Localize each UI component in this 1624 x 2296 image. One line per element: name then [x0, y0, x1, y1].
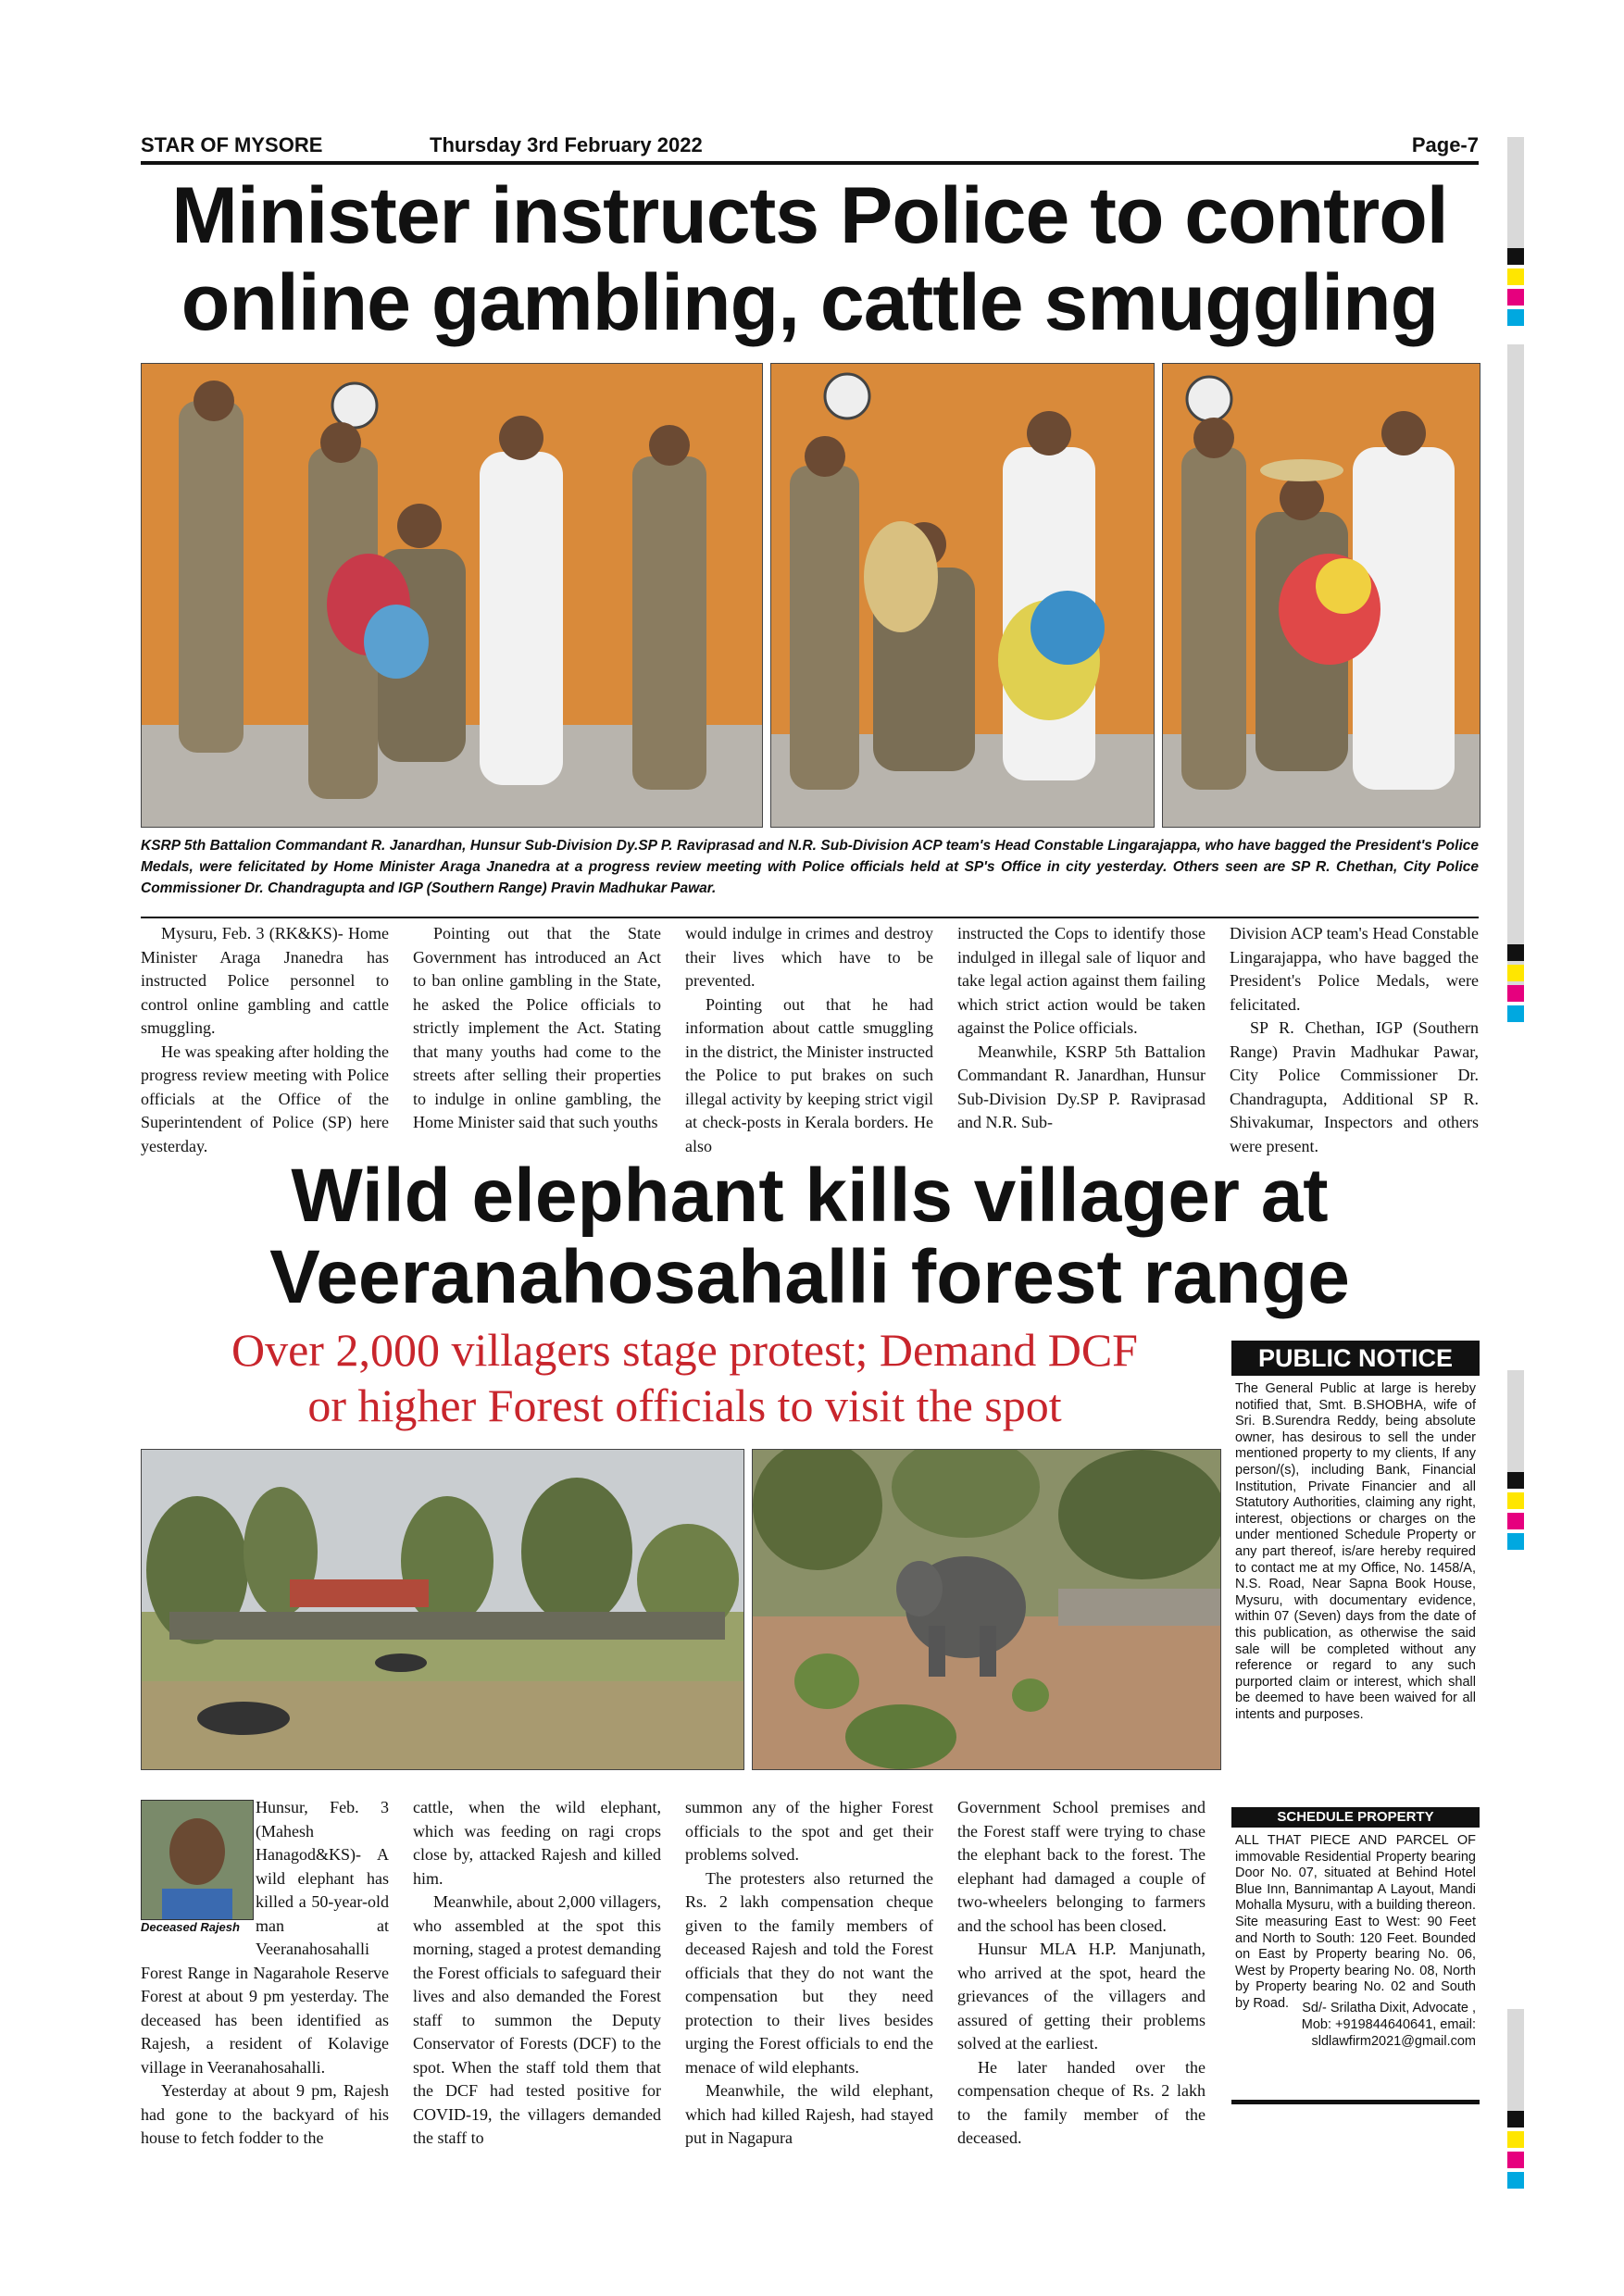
reg-yellow [1507, 2131, 1524, 2148]
reg-yellow [1507, 268, 1524, 285]
reg-black [1507, 2111, 1524, 2128]
story2-deck [141, 1322, 1229, 1433]
paragraph: instructed the Cops to identify those indulged in illegal sale of liquor and take legal action against them failing which strict action would be taken against the Police officials. [957, 924, 1206, 1037]
photo-illustration [771, 364, 1154, 827]
notice-title: PUBLIC NOTICE [1231, 1341, 1480, 1376]
paragraph: Government School premises and the Forest staff were trying to chase the elephant back to the forest. The elephant had damaged a couple of two-wheelers belonging to farmers and the school has been closed. [957, 1798, 1206, 1935]
story2-headline [141, 1155, 1479, 1318]
paragraph: Yesterday at about 9 pm, Rajesh had gone to the backyard of his house to fetch fodder to the [141, 2081, 389, 2147]
masthead [141, 130, 1479, 161]
paragraph: Pointing out that he had information about cattle smuggling in the district, the Minister instructed the Police to put brakes on such illegal activity by keeping strict vigil at check-posts in Kerala borders. He also [685, 994, 933, 1155]
notice-body: The General Public at large is hereby notified that, Smt. B.SHOBHA, wife of Sri. B.Surendra Reddy, being absolute owner, has desirous to sell the under mentioned property to my clients, If any person/(s), including Bank, Financial Institution, Private Financier and all Statutory Authorities, claiming any right, interest, objections or charges on the under mentioned Schedule Property or any part thereof, is/are hereby required to contact me at my Office, No. 1458/A, N.S. Road, Near Sapna Book House, Mysuru, with documentary evidence, within 07 (Seven) days from the date of this publication, as otherwise the said sale will be completed without any reference or regard to any such purported claim or interest, which shall be deemed to have been waived for all intents and purposes. [1235, 1381, 1476, 1722]
paragraph: Pointing out that the State Government has introduced an Act to ban online gambling in the State, he asked the Police officials to strictly implement the Act. Stating that many youths had come to the streets after selling their properties to indulge in online gambling, the Home Minister said that such youths [413, 924, 661, 1131]
issue-date: Thursday 3rd February 2022 [430, 133, 703, 156]
grey-bar [1507, 137, 1524, 248]
paragraph: Meanwhile, the wild elephant, which had killed Rajesh, had stayed put in Nagapura [685, 2081, 933, 2147]
schedule-body: ALL THAT PIECE AND PARCEL OF immovable Residential Property bearing Door No. 07, situated at Behind Hotel Blue Inn, Bannimantap A Layout, Mandi Mohalla Mysuru, with a building thereon. Site measuring East to West: 90 Feet and North to South: 120 Feet. Bounded on East by Property bearing No. 06, West by Property bearing No. 08, North by Property bearing No. 02 and South by Road. [1235, 1833, 1476, 2011]
paragraph: Hunsur MLA H.P. Manjunath, who arrived at the spot, heard the grievances of the villagers and assured of getting their problems solved at the earliest. [957, 1940, 1206, 2053]
reg-magenta [1507, 2152, 1524, 2168]
story2-column-1 [141, 1796, 389, 2151]
signature-line: Sd/- Srilatha Dixit, Advocate , [1302, 2001, 1476, 2015]
paragraph: summon any of the higher Forest officials to the spot and get their problems solved. [685, 1798, 933, 1864]
story1-column-2 [413, 922, 661, 1135]
headline-line: online gambling, cattle smuggling [181, 258, 1439, 347]
public-notice [1231, 1341, 1480, 2104]
caption-rule [141, 917, 1479, 918]
story1-column-3 [685, 922, 933, 1158]
notice-bottom-rule [1231, 2100, 1480, 2104]
photo-illustration [753, 1450, 1220, 1769]
reg-cyan [1507, 1005, 1524, 1022]
paragraph: Meanwhile, KSRP 5th Battalion Commandant R. Janardhan, Hunsur Sub-Division Dy.SP P. Raviprasad and N.R. Sub- [957, 1042, 1206, 1131]
story1-caption: KSRP 5th Battalion Commandant R. Janardhan, Hunsur Sub-Division Dy.SP P. Raviprasad and N.R. Sub-Division ACP team's Head Constable Lingarajappa, who have bagged the President's Police Medals, were felicitated by Home Minister Araga Jnanedra at a progress review meeting with Police officials held at SP's Office in city yesterday. Others seen are SP R. Chethan, City Police Commissioner Dr. Chandragupta and IGP (Southern Range) Pravin Madhukar Pawar. [141, 838, 1479, 896]
reg-black [1507, 248, 1524, 265]
photo-illustration [1163, 364, 1480, 827]
inset-spacer [141, 1820, 256, 1959]
reg-magenta [1507, 985, 1524, 1002]
headline-line: Wild elephant kills villager at [291, 1154, 1329, 1238]
story1-headline [141, 172, 1479, 346]
deceased-caption: Deceased Rajesh [141, 1920, 240, 1934]
paragraph: He later handed over the compensation cheque of Rs. 2 lakh to the family member of the deceased. [957, 2057, 1206, 2147]
headline-line: Veeranahosahalli forest range [269, 1235, 1350, 1319]
story1-column-1 [141, 922, 389, 1158]
photo-elephant [752, 1449, 1221, 1770]
story2-column-3 [685, 1796, 933, 2151]
grey-bar [1507, 2009, 1524, 2111]
photo-illustration [142, 364, 762, 827]
photo-felicitation-3 [1162, 363, 1480, 828]
deck-line: or higher Forest officials to visit the spot [307, 1379, 1062, 1431]
grey-bar [1507, 1370, 1524, 1472]
story1-column-5 [1230, 922, 1479, 1158]
photo-felicitation-1 [141, 363, 763, 828]
masthead-rule [141, 161, 1479, 165]
reg-black [1507, 944, 1524, 961]
paper-name: STAR OF MYSORE [141, 133, 323, 156]
deck-line: Over 2,000 villagers stage protest; Demand DCF [231, 1324, 1138, 1376]
story2-column-4 [957, 1796, 1206, 2151]
paragraph: would indulge in crimes and destroy their lives which have to be prevented. [685, 924, 933, 990]
paragraph: Hunsur, Feb. 3 (Mahesh Hanagod&KS)- A wild elephant has killed a 50-year-old man at Veeranahosahalli Forest Range in Nagarahole Reserve Forest at about 9 pm yesterday. The deceased has been identified as Rajesh, a resident of Kolavige village in Veeranahosahalli. [141, 1798, 389, 2077]
headline-line: Minister instructs Police to control [171, 171, 1448, 260]
reg-yellow [1507, 1492, 1524, 1509]
reg-cyan [1507, 1533, 1524, 1550]
reg-black [1507, 1472, 1524, 1489]
reg-cyan [1507, 309, 1524, 326]
reg-magenta [1507, 289, 1524, 306]
paragraph: cattle, when the wild elephant, which was feeding on ragi crops close by, attacked Rajesh and killed him. [413, 1798, 661, 1888]
story1-column-4 [957, 922, 1206, 1135]
signature-line: Mob: +919844640641, email: [1301, 2017, 1476, 2032]
paragraph: He was speaking after holding the progress review meeting with Police officials at the Office of the Superintendent of Police (SP) here yesterday. [141, 1042, 389, 1155]
story2-column-2 [413, 1796, 661, 2151]
reg-magenta [1507, 1513, 1524, 1529]
schedule-title: SCHEDULE PROPERTY [1231, 1807, 1480, 1828]
signature-line: sldlawfirm2021@gmail.com [1311, 2034, 1476, 2049]
reg-cyan [1507, 2172, 1524, 2189]
page-number: Page-7 [1411, 133, 1479, 156]
photo-felicitation-2 [770, 363, 1155, 828]
paragraph: Division ACP team's Head Constable Lingarajappa, who have bagged the President's Police Medals, were felicitated. [1230, 924, 1479, 1014]
reg-yellow [1507, 965, 1524, 981]
paragraph: Meanwhile, about 2,000 villagers, who assembled at the spot this morning, staged a protest demanding the Forest officials to safeguard their lives and also demanded the Forest staff to summon the Deputy Conservator of Forests (DCF) to the spot. When the staff told them that the DCF had tested positive for COVID-19, the villagers demanded the staff to [413, 1892, 661, 2147]
paragraph: Mysuru, Feb. 3 (RK&KS)- Home Minister Araga Jnanedra has instructed Police personnel to control online gambling and cattle smuggling. [141, 924, 389, 1037]
photo-protest [141, 1449, 744, 1770]
notice-signature [1235, 2000, 1476, 2050]
paragraph: SP R. Chethan, IGP (Southern Range) Pravin Madhukar Pawar, City Police Commissioner Dr. Chandragupta, Additional SP R. Shivakumar, Inspectors and others were present. [1230, 1018, 1479, 1155]
paragraph: The protesters also returned the Rs. 2 lakh compensation cheque given to the family members of deceased Rajesh and told the Forest officials that they do not want the compensation but they need protection to their lives besides urging the Forest officials to end the menace of wild elephants. [685, 1868, 933, 2077]
photo-illustration [142, 1450, 743, 1769]
grey-bar [1507, 344, 1524, 1002]
